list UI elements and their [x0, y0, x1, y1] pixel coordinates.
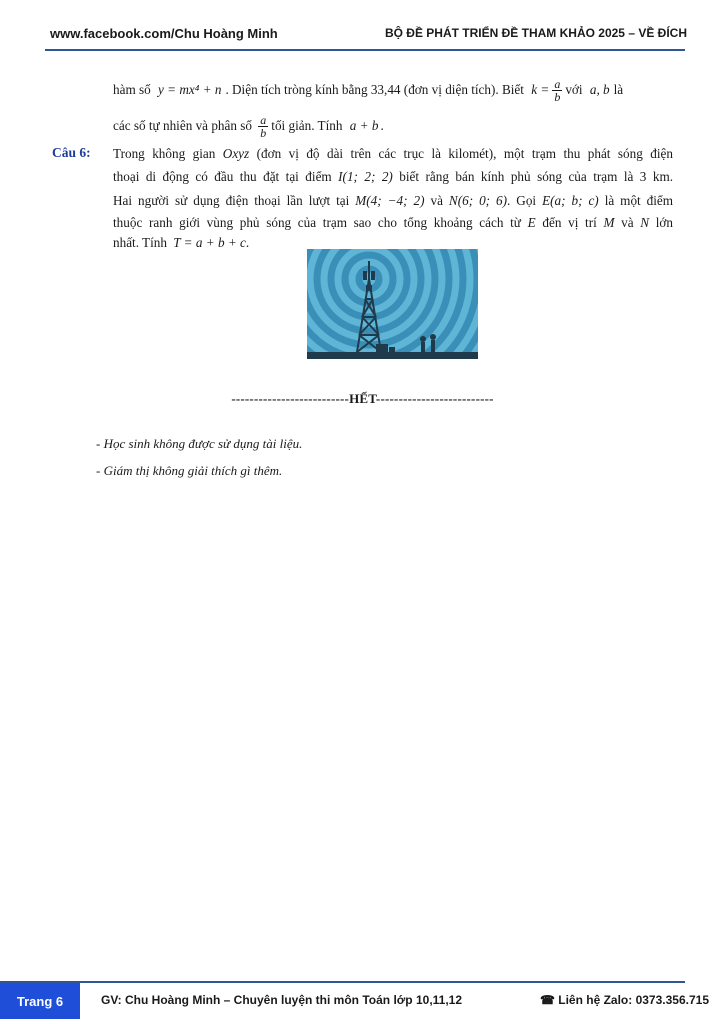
- formula: T = a + b + c: [173, 235, 246, 250]
- text-segment: là một điểm: [604, 193, 674, 208]
- text-segment: tối giản. Tính: [271, 118, 343, 133]
- prev-question-line-1: [113, 76, 673, 104]
- footer-teacher: GV: Chu Hoàng Minh – Chuyên luyện thi môn Toán lớp 10,11,12: [101, 993, 463, 1007]
- text-segment: nhất. Tính: [113, 235, 167, 250]
- question6-line-1: [113, 144, 673, 164]
- note-item: - Giám thị không giải thích gì thêm.: [96, 463, 283, 478]
- question-label: Câu 6:: [52, 145, 91, 160]
- text-segment: Trong không gian: [113, 146, 216, 161]
- formula: I(1; 2; 2): [338, 169, 393, 184]
- fraction: [258, 114, 268, 139]
- header-facebook-link[interactable]: www.facebook.com/Chu Hoàng Minh: [50, 26, 278, 41]
- fraction-denominator: b: [260, 125, 267, 140]
- formula: E(a; b; c): [542, 193, 599, 208]
- note-item: - Học sinh không được sử dụng tài liệu.: [96, 436, 303, 451]
- text-segment: lớn: [655, 215, 673, 230]
- radio-tower-illustration: [307, 249, 478, 359]
- radio-tower-icon: [307, 249, 478, 359]
- formula: Oxyz: [222, 146, 250, 161]
- formula: y = mx⁴ + n: [158, 82, 222, 97]
- prev-question-line-2: [113, 112, 673, 140]
- text-segment: hàm số: [113, 82, 151, 97]
- formula: a, b: [589, 82, 610, 97]
- text-segment: .: [245, 235, 250, 250]
- text-segment: . Gọi: [507, 193, 537, 208]
- text-segment: là: [613, 82, 624, 97]
- formula: M: [603, 215, 615, 230]
- text-segment: đến vị trí: [542, 215, 597, 230]
- page-header: [0, 0, 725, 52]
- page-number-badge: Trang 6: [0, 983, 80, 1019]
- text-segment: và: [621, 215, 634, 230]
- header-divider: [45, 49, 685, 51]
- formula: a + b: [349, 118, 379, 133]
- footer-divider: [0, 981, 685, 983]
- formula: M(4; −4; 2): [355, 193, 425, 208]
- fraction-numerator: a: [260, 112, 267, 127]
- question6-line-4: [113, 213, 673, 233]
- text-segment: với: [565, 82, 583, 97]
- fraction: [552, 78, 562, 103]
- text-segment: .: [380, 118, 384, 133]
- fraction-denominator: b: [554, 89, 561, 104]
- text-segment: và: [430, 193, 443, 208]
- question6-line-3: [113, 191, 673, 211]
- contact-text: Liên hệ Zalo: 0373.356.715: [558, 993, 709, 1007]
- formula: N: [640, 215, 650, 230]
- text-segment: các số tự nhiên và phân số: [113, 118, 252, 133]
- text-segment: Hai người sử dụng điện thoại lần lượt tại: [113, 193, 350, 208]
- phone-icon: ☎: [539, 993, 555, 1007]
- question6-line-2: [113, 167, 673, 187]
- end-marker: --------------------------HẾT--------------------------: [231, 391, 494, 406]
- header-title: BỘ ĐỀ PHÁT TRIỂN ĐỀ THAM KHẢO 2025 – VỀ ĐÍCH: [384, 26, 687, 40]
- formula: k =: [531, 82, 550, 97]
- text-segment: thoại di động có đầu thu đặt tại điểm: [113, 169, 332, 184]
- text-segment: (đơn vị độ dài trên các trục là kilomét), một trạm thu phát sóng điện: [256, 146, 673, 161]
- text-segment: thuộc ranh giới vùng phủ sóng của trạm sao cho tổng khoảng cách từ: [113, 215, 521, 230]
- formula: N(6; 0; 6): [448, 193, 508, 208]
- text-segment: . Diện tích tròng kính bằng 33,44 (đơn vị diện tích). Biết: [225, 82, 524, 97]
- formula: E: [527, 215, 536, 230]
- text-segment: biết rằng bán kính phủ sóng của trạm là 3 km.: [399, 169, 674, 184]
- footer-contact: [540, 993, 709, 1007]
- fraction-numerator: a: [554, 76, 561, 91]
